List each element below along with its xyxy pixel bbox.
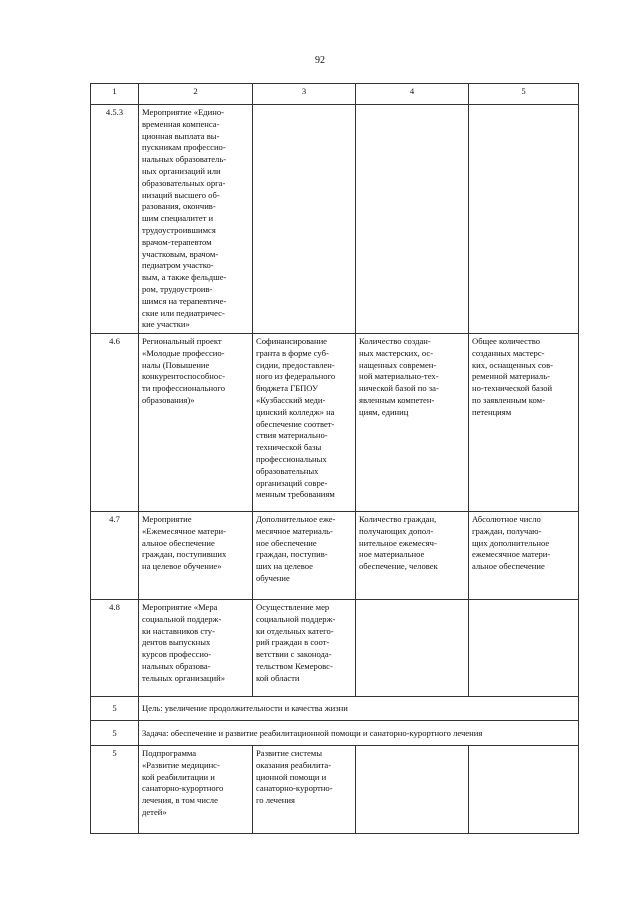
cell-text-line: курсов профессио-: [142, 649, 212, 660]
header-col-2: 2: [139, 84, 253, 105]
cell-text-line: ки наставников сту-: [142, 625, 215, 636]
cell-text-line: нической базой по за-: [359, 383, 439, 394]
cell-text-line: месячное материаль-: [256, 525, 333, 536]
cell-text-line: ное обеспечение: [256, 537, 317, 548]
cell-text-line: ствия материально-: [256, 430, 328, 441]
cell-text-line: альное обеспечение: [472, 561, 545, 572]
table-row: [91, 105, 579, 334]
row-number: 4.6: [91, 334, 139, 512]
cell-text-line: пускникам профессио-: [142, 142, 226, 153]
cell-text-line: тельных организаций»: [142, 672, 226, 683]
cell-text-line: тельством Кемеровс-: [256, 660, 333, 671]
indicator-cell: [356, 600, 469, 697]
cell-text-line: щих дополнительное: [472, 537, 550, 548]
goal-row: [91, 697, 579, 721]
cell-text-line: кой реабилитации и: [142, 771, 215, 782]
cell-text-line: нальных образователь-: [142, 154, 227, 165]
cell-text-line: Осуществление мер: [256, 602, 330, 612]
cell-text-line: «Развитие медицинс-: [142, 759, 220, 770]
cell-text-line: созданных мастерс-: [472, 347, 545, 358]
cell-text-line: Софинансирование: [256, 336, 327, 346]
cell-text-line: детей»: [142, 806, 167, 817]
cell-text-line: низаций высшего об-: [142, 189, 220, 200]
cell-text-line: ционная выплата вы-: [142, 130, 220, 141]
cell-text-line: граждан, поступивших: [142, 549, 227, 560]
content-cell: [253, 334, 356, 512]
task-text: Задача: обеспечение и развитие реабилитационной помощи и санаторно-курортного лечения: [139, 721, 579, 746]
cell-text-line: санаторно-курортно-: [256, 783, 333, 794]
page-number: 92: [315, 55, 325, 66]
cell-text-line: ременной материаль-: [472, 371, 551, 382]
cell-text-line: го лечения: [256, 795, 295, 806]
cell-text-line: петенциям: [472, 406, 512, 417]
name-cell: [139, 105, 253, 334]
cell-text-line: обучение: [256, 572, 290, 583]
task-row: [91, 721, 579, 746]
cell-text-line: Абсолютное число: [472, 514, 541, 524]
cell-text-line: «Молодые профессио-: [142, 347, 225, 358]
header-col-5: 5: [469, 84, 579, 105]
cell-text-line: гранта в форме суб-: [256, 347, 329, 358]
indicator-cell: [356, 334, 469, 512]
cell-text-line: лечения, в том числе: [142, 795, 218, 806]
row-number: 5: [91, 746, 139, 834]
cell-text-line: ших на целевое: [256, 561, 313, 572]
content-cell: [253, 105, 356, 334]
cell-text-line: получающих допол-: [359, 525, 434, 536]
cell-text-line: кой области: [256, 672, 300, 683]
method-cell: [469, 600, 579, 697]
content-cell: [253, 600, 356, 697]
header-col-4: 4: [356, 84, 469, 105]
cell-text-line: ские или педиатричес-: [142, 307, 225, 318]
cell-text-line: профессиональных: [256, 453, 327, 464]
method-cell: [469, 334, 579, 512]
row-number: 4.5.3: [91, 105, 139, 334]
cell-text-line: Общее количество: [472, 336, 540, 346]
cell-text-line: Мероприятие: [142, 514, 192, 524]
cell-text-line: Мероприятие «Мера: [142, 602, 218, 612]
row-number: 5: [91, 697, 139, 721]
content-cell: [253, 746, 356, 834]
cell-text-line: шимся на терапевтиче-: [142, 295, 227, 306]
cell-text-line: по заявленным ком-: [472, 394, 545, 405]
name-cell: [139, 334, 253, 512]
cell-text-line: социальной поддерж-: [256, 613, 336, 624]
cell-text-line: нащенных современ-: [359, 359, 437, 370]
method-cell: [469, 105, 579, 334]
row-number: 5: [91, 721, 139, 746]
table-row: [91, 512, 579, 600]
cell-text-line: ных организаций или: [142, 165, 221, 176]
cell-text-line: ти профессионального: [142, 383, 226, 394]
cell-text-line: рий граждан в соот-: [256, 637, 330, 648]
name-cell: [139, 746, 253, 834]
cell-text-line: граждан, получаю-: [472, 525, 542, 536]
cell-text-line: ционной помощи и: [256, 771, 327, 782]
cell-text-line: ки отдельных катего-: [256, 625, 334, 636]
cell-text-line: ром, трудоустроив-: [142, 283, 213, 294]
cell-text-line: разования, окончив-: [142, 201, 216, 212]
cell-text-line: ветствии с законода-: [256, 649, 332, 660]
cell-text-line: вым, а также фельдше-: [142, 272, 227, 283]
header-row: [91, 84, 579, 105]
cell-text-line: дентов выпускных: [142, 637, 211, 648]
cell-text-line: участковым, врачом-: [142, 248, 219, 259]
cell-text-line: обеспечение, человек: [359, 561, 438, 572]
cell-text-line: на целевое обучение»: [142, 561, 222, 572]
program-table: [90, 83, 579, 834]
cell-text-line: временная компенса-: [142, 118, 220, 129]
name-cell: [139, 600, 253, 697]
indicator-cell: [356, 512, 469, 600]
cell-text-line: явленным компетен-: [359, 394, 435, 405]
cell-text-line: ных мастерских, ос-: [359, 347, 434, 358]
cell-text-line: бюджета ГБПОУ: [256, 383, 319, 394]
cell-text-line: педиатром участко-: [142, 260, 214, 271]
method-cell: [469, 512, 579, 600]
indicator-cell: [356, 746, 469, 834]
row-number: 4.7: [91, 512, 139, 600]
cell-text-line: но-технической базой: [472, 383, 553, 394]
cell-text-line: образовательных орга-: [142, 177, 226, 188]
cell-text-line: обеспечение соответ-: [256, 418, 335, 429]
cell-text-line: нальных образова-: [142, 660, 211, 671]
cell-text-line: цинский колледж» на: [256, 406, 335, 417]
cell-text-line: образования)»: [142, 394, 195, 405]
cell-text-line: кие участки»: [142, 319, 190, 330]
cell-text-line: ких, оснащенных сов-: [472, 359, 553, 370]
cell-text-line: граждан, поступив-: [256, 549, 328, 560]
table-row: [91, 600, 579, 697]
cell-text-line: Подпрограмма: [142, 748, 197, 758]
cell-text-line: социальной поддерж-: [142, 613, 222, 624]
cell-text-line: Мероприятие «Едино-: [142, 107, 224, 117]
cell-text-line: ного из федерального: [256, 371, 336, 382]
cell-text-line: Количество создан-: [359, 336, 431, 346]
cell-text-line: налы (Повышение: [142, 359, 210, 370]
cell-text-line: ной материально-тех-: [359, 371, 439, 382]
cell-text-line: нительное ежемесяч-: [359, 537, 437, 548]
table-row: [91, 334, 579, 512]
cell-text-line: Развитие системы: [256, 748, 322, 758]
cell-text-line: организаций совре-: [256, 477, 328, 488]
cell-text-line: «Ежемесячное матери-: [142, 525, 227, 536]
content-cell: [253, 512, 356, 600]
cell-text-line: оказания реабилита-: [256, 759, 332, 770]
header-col-1: 1: [91, 84, 139, 105]
indicator-cell: [356, 105, 469, 334]
cell-text-line: шим специалитет и: [142, 213, 214, 224]
cell-text-line: циям, единиц: [359, 406, 409, 417]
cell-text-line: конкурентоспособнос-: [142, 371, 226, 382]
cell-text-line: ное материальное: [359, 549, 425, 560]
cell-text-line: ежемесячное матери-: [472, 549, 551, 560]
cell-text-line: «Кузбасский меди-: [256, 394, 326, 405]
cell-text-line: Дополнительное еже-: [256, 514, 336, 524]
name-cell: [139, 512, 253, 600]
cell-text-line: сидии, предоставлен-: [256, 359, 335, 370]
cell-text-line: Количество граждан,: [359, 514, 437, 524]
cell-text-line: трудоустроившимся: [142, 224, 216, 235]
header-col-3: 3: [253, 84, 356, 105]
goal-text: Цель: увеличение продолжительности и качества жизни: [139, 697, 579, 721]
cell-text-line: технической базы: [256, 442, 322, 453]
cell-text-line: альное обеспечение: [142, 537, 215, 548]
cell-text-line: Региональный проект: [142, 336, 222, 346]
cell-text-line: менным требованиям: [256, 489, 335, 500]
cell-text-line: образовательных: [256, 465, 319, 476]
row-number: 4.8: [91, 600, 139, 697]
table-row: [91, 746, 579, 834]
method-cell: [469, 746, 579, 834]
cell-text-line: санаторно-курортного: [142, 783, 224, 794]
cell-text-line: врачом-терапевтом: [142, 236, 212, 247]
